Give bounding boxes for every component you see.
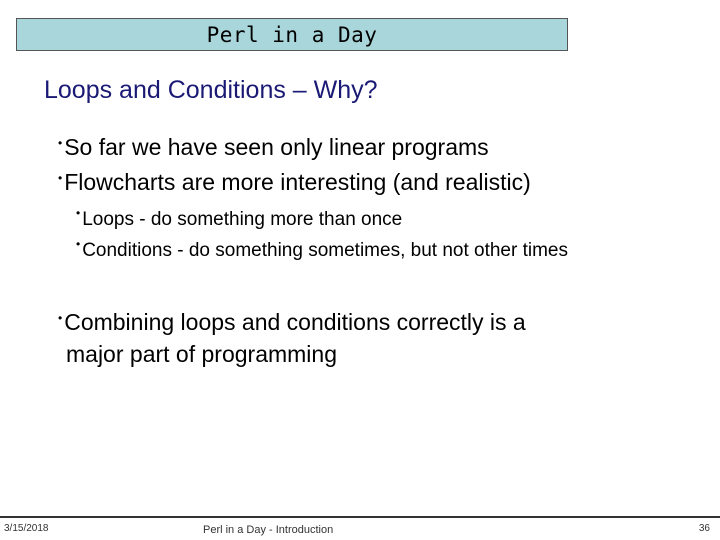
header-title: Perl in a Day — [206, 23, 378, 47]
slide-title: Loops and Conditions – Why? — [44, 76, 378, 104]
bullet-dot-icon: • — [76, 237, 81, 251]
page-number: 36 — [698, 523, 710, 534]
bullet-continuation: major part of programming — [66, 341, 337, 367]
sub-bullet-text: Conditions - do something sometimes, but not other times — [82, 240, 568, 261]
bullet-item — [58, 309, 526, 336]
bullet-dot-icon: • — [76, 206, 81, 220]
bullet-text: Flowcharts are more interesting (and realistic) — [64, 169, 531, 195]
sub-bullet-item — [76, 237, 568, 262]
bullet-text: So far we have seen only linear programs — [64, 134, 489, 160]
bullet-item — [58, 169, 531, 196]
bullet-dot-icon: • — [58, 171, 63, 185]
bullet-dot-icon: • — [58, 311, 63, 325]
bullet-item — [58, 134, 489, 161]
footer-title: Perl in a Day - Introduction — [203, 524, 334, 536]
footer-date: 3/15/2018 — [4, 523, 49, 534]
sub-bullet-text: Loops - do something more than once — [82, 209, 403, 230]
sub-bullet-item — [76, 206, 402, 231]
bullet-dot-icon: • — [58, 136, 63, 150]
bullet-text: Combining loops and conditions correctly is a — [64, 309, 526, 335]
footer-divider — [0, 516, 720, 518]
